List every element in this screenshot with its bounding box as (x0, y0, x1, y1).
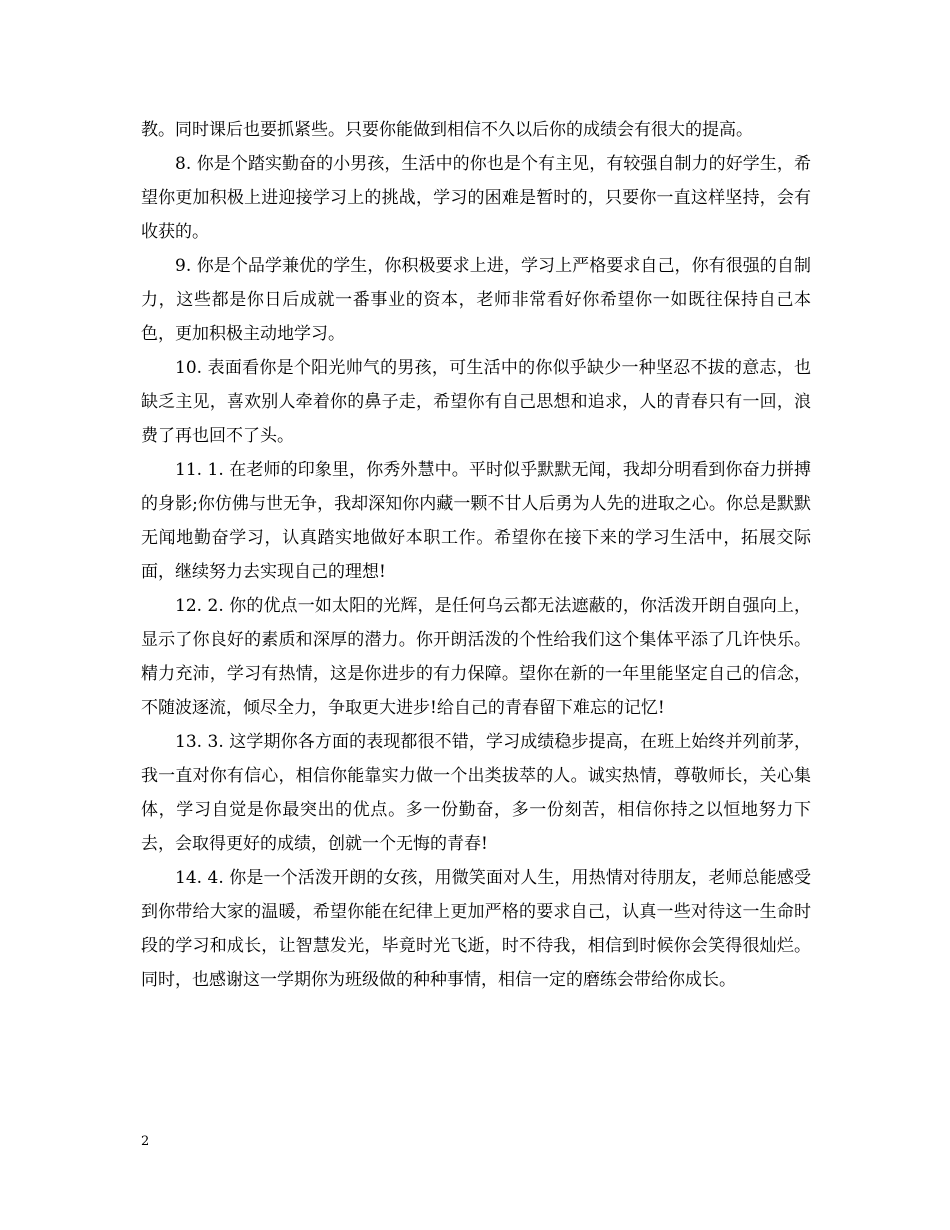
paragraph-item-14: 14. 4. 你是一个活泼开朗的女孩，用微笑面对人生，用热情对待朋友，老师总能感受到你带给大家的温暖，希望你能在纪律上更加严格的要求自己，认真一些对待这一生命时段的学习和成长，让智慧发光，毕竟时光飞逝，时不待我，相信到时候你会笑得很灿烂。同时，也感谢这一学期你为班级做的种种事情，相信一定的磨练会带给你成长。 (141, 868, 811, 990)
document-body (141, 113, 811, 997)
paragraph-item-11: 11. 1. 在老师的印象里，你秀外慧中。平时似乎默默无闻，我却分明看到你奋力拼搏的身影;你仿佛与世无争，我却深知你内藏一颗不甘人后勇为人先的进取之心。你总是默默无闻地勤奋学习，认真踏实地做好本职工作。希望你在接下来的学习生活中，拓展交际面，继续努力去实现自己的理想! (141, 460, 811, 582)
page-number: 2 (141, 1134, 150, 1149)
paragraph-item-12: 12. 2. 你的优点一如太阳的光辉，是任何乌云都无法遮蔽的，你活泼开朗自强向上，显示了你良好的素质和深厚的潜力。你开朗活泼的个性给我们这个集体平添了几许快乐。精力充沛，学习有热情，这是你进步的有力保障。望你在新的一年里能坚定自己的信念，不随波逐流，倾尽全力，争取更大进步!给自己的青春留下难忘的记忆! (141, 596, 811, 718)
paragraph-item-13: 13. 3. 这学期你各方面的表现都很不错，学习成绩稳步提高，在班上始终并列前茅，我一直对你有信心，相信你能靠实力做一个出类拔萃的人。诚实热情，尊敬师长，关心集体，学习自觉是你最突出的优点。多一份勤奋，多一份刻苦，相信你持之以恒地努力下去，会取得更好的成绩，创就一个无悔的青春! (141, 732, 811, 854)
paragraph-continuation: 教。同时课后也要抓紧些。只要你能做到相信不久以后你的成绩会有很大的提高。 (141, 120, 753, 140)
paragraph-item-8: 8. 你是个踏实勤奋的小男孩，生活中的你也是个有主见，有较强自制力的好学生，希望你更加积极上进迎接学习上的挑战，学习的困难是暂时的，只要你一直这样坚持，会有收获的。 (141, 154, 811, 242)
paragraph-item-10: 10. 表面看你是个阳光帅气的男孩，可生活中的你似乎缺少一种坚忍不拔的意志，也缺乏主见，喜欢别人牵着你的鼻子走，希望你有自己思想和追求，人的青春只有一回，浪费了再也回不了头。 (141, 358, 811, 446)
paragraph-item-9: 9. 你是个品学兼优的学生，你积极要求上进，学习上严格要求自己，你有很强的自制力，这些都是你日后成就一番事业的资本，老师非常看好你希望你一如既往保持自己本色，更加积极主动地学习。 (141, 256, 811, 344)
